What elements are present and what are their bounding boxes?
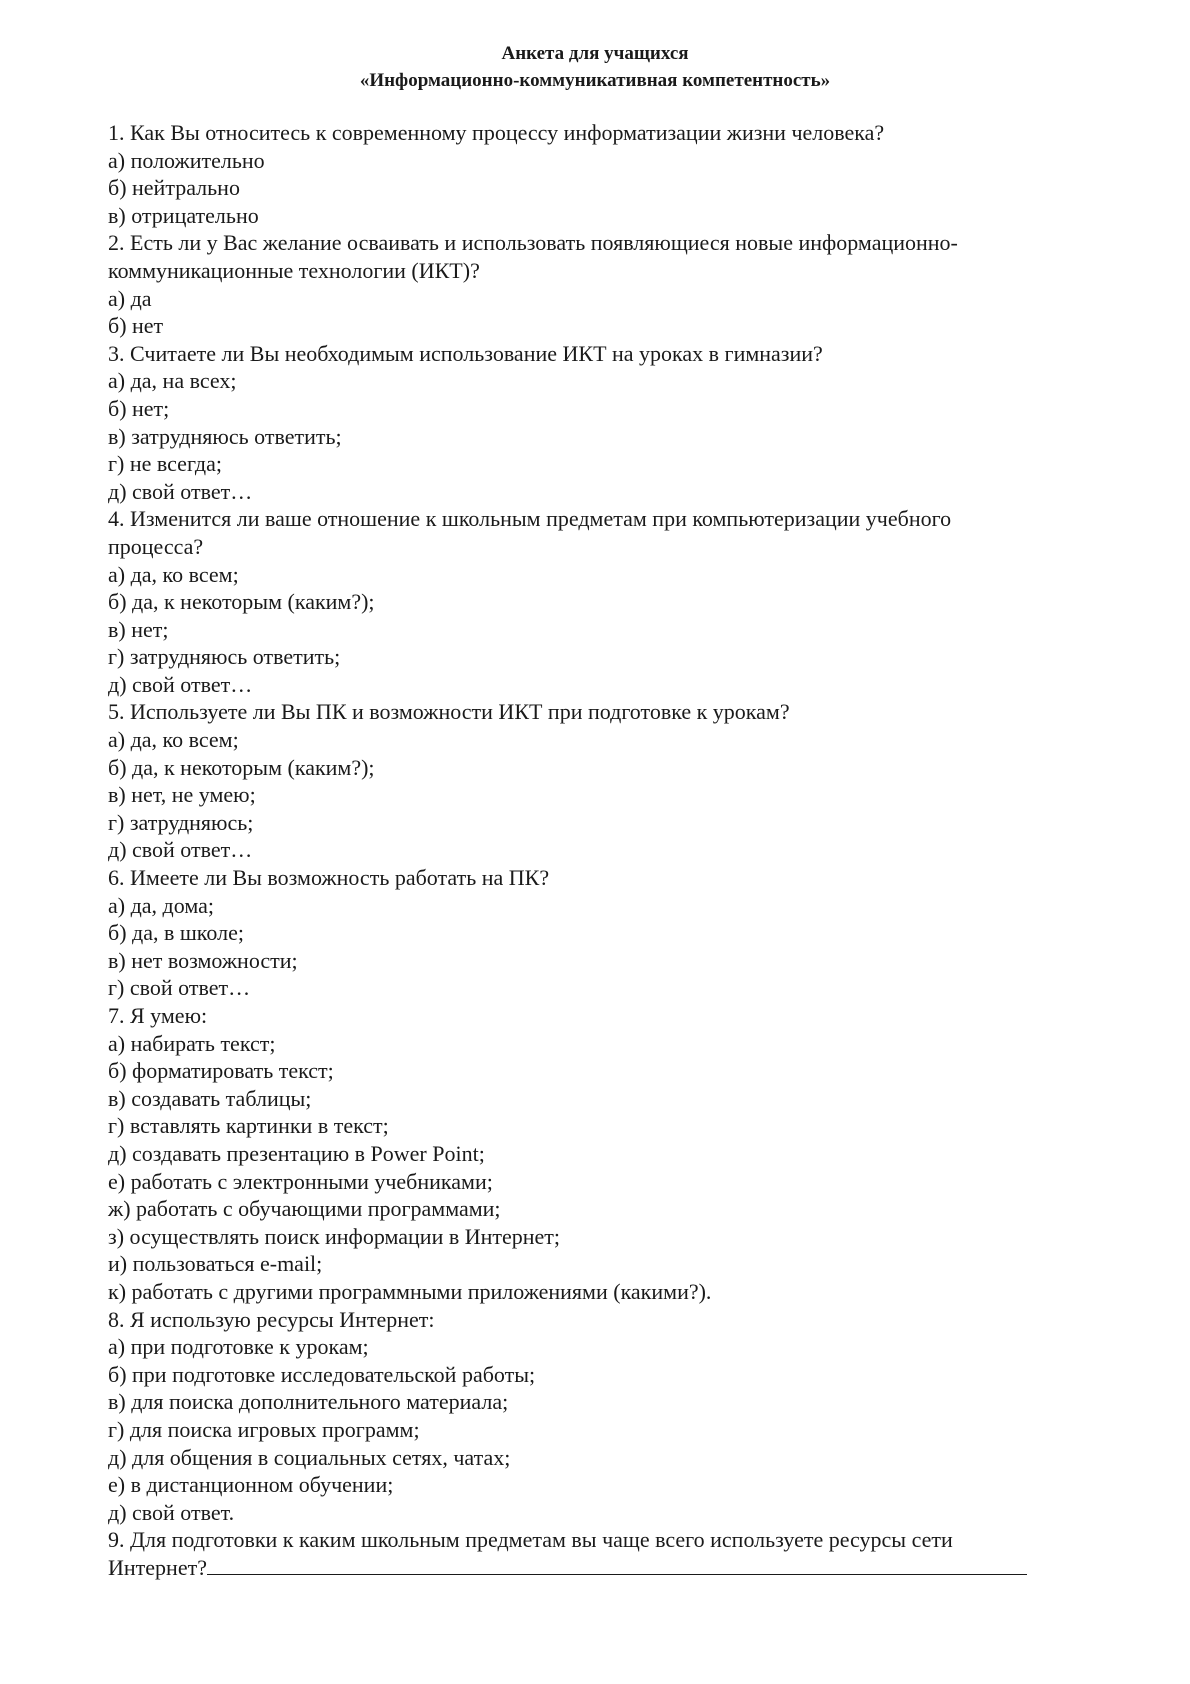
questionnaire-line: и) пользоваться e-mail; xyxy=(108,1251,323,1277)
questionnaire-line: в) создавать таблицы; xyxy=(108,1085,312,1111)
questionnaire-line: б) нейтрально xyxy=(108,175,240,201)
questionnaire-line: в) нет; xyxy=(108,616,169,642)
questionnaire-line: 7. Я умею: xyxy=(108,1003,208,1028)
questionnaire-line: 9. Для подготовки к каким школьным предметам вы чаще всего используете ресурсы сети xyxy=(108,1527,953,1553)
questionnaire-line: д) для общения в социальных сетях, чатах; xyxy=(108,1444,511,1470)
document-subtitle: «Информационно-коммуникативная компетентность» xyxy=(359,70,831,91)
questionnaire-line: г) затрудняюсь; xyxy=(108,809,254,835)
questionnaire-line-answer xyxy=(108,1554,1058,1582)
questionnaire-line: б) да, в школе; xyxy=(108,920,244,946)
questionnaire-line: 3. Считаете ли Вы необходимым использование ИКТ на уроках в гимназии? xyxy=(108,340,823,366)
questionnaire-line: 1. Как Вы относитесь к современному процессу информатизации жизни человека? xyxy=(108,120,885,145)
questionnaire-line: г) затрудняюсь ответить; xyxy=(108,644,341,670)
questionnaire-line: б) нет xyxy=(108,313,164,339)
questionnaire-body xyxy=(108,119,1058,1581)
questionnaire-line: г) свой ответ… xyxy=(108,975,251,1001)
questionnaire-line: г) для поиска игровых программ; xyxy=(108,1416,420,1442)
questionnaire-line: б) форматировать текст; xyxy=(108,1058,334,1084)
questionnaire-line: д) свой ответ… xyxy=(108,478,253,504)
questionnaire-line: е) в дистанционном обучении; xyxy=(108,1472,394,1498)
answer-blank-line[interactable] xyxy=(207,1554,1027,1575)
questionnaire-line: д) свой ответ… xyxy=(108,837,253,863)
questionnaire-line: 8. Я использую ресурсы Интернет: xyxy=(108,1306,435,1332)
questionnaire-line: а) да, ко всем; xyxy=(108,561,239,587)
answer-label: Интернет? xyxy=(108,1554,207,1580)
questionnaire-line: 4. Изменится ли ваше отношение к школьным предметам при компьютеризации учебного xyxy=(108,506,952,532)
questionnaire-line: а) да xyxy=(108,285,152,311)
questionnaire-line: в) отрицательно xyxy=(108,202,259,228)
questionnaire-line: д) свой ответ… xyxy=(108,671,253,697)
questionnaire-line: д) создавать презентацию в Power Point; xyxy=(108,1140,485,1166)
questionnaire-line: б) да, к некоторым (каким?); xyxy=(108,754,375,780)
questionnaire-line: а) да, ко всем; xyxy=(108,727,239,753)
questionnaire-line: б) да, к некоторым (каким?); xyxy=(108,589,375,615)
questionnaire-line: а) набирать текст; xyxy=(108,1030,276,1056)
questionnaire-line: е) работать с электронными учебниками; xyxy=(108,1168,493,1194)
questionnaire-line: а) положительно xyxy=(108,147,265,173)
questionnaire-line: в) затрудняюсь ответить; xyxy=(108,423,342,449)
document-header xyxy=(0,40,1190,94)
questionnaire-line: в) нет, не умею; xyxy=(108,782,256,808)
questionnaire-line: 6. Имеете ли Вы возможность работать на ПК? xyxy=(108,865,550,891)
questionnaire-line: в) для поиска дополнительного материала; xyxy=(108,1389,509,1415)
questionnaire-line: в) нет возможности; xyxy=(108,947,298,973)
questionnaire-line: б) при подготовке исследовательской работы; xyxy=(108,1361,536,1387)
questionnaire-line: к) работать с другими программными приложениями (какими?). xyxy=(108,1278,712,1304)
questionnaire-line: коммуникационные технологии (ИКТ)? xyxy=(108,257,480,283)
questionnaire-line: б) нет; xyxy=(108,395,170,421)
questionnaire-line: а) при подготовке к урокам; xyxy=(108,1334,369,1360)
questionnaire-line: г) не всегда; xyxy=(108,451,222,477)
questionnaire-line: процесса? xyxy=(108,533,204,559)
questionnaire-line: г) вставлять картинки в текст; xyxy=(108,1113,389,1139)
questionnaire-line: 2. Есть ли у Вас желание осваивать и использовать появляющиеся новые информационно- xyxy=(108,230,958,256)
questionnaire-line: а) да, дома; xyxy=(108,892,214,918)
questionnaire-line: д) свой ответ. xyxy=(108,1499,235,1525)
questionnaire-line: з) осуществлять поиск информации в Интернет; xyxy=(108,1223,561,1249)
questionnaire-line: 5. Используете ли Вы ПК и возможности ИКТ при подготовке к урокам? xyxy=(108,699,790,725)
document-title: Анкета для учащихся xyxy=(501,43,689,64)
questionnaire-line: а) да, на всех; xyxy=(108,368,237,394)
questionnaire-line: ж) работать с обучающими программами; xyxy=(108,1196,501,1222)
